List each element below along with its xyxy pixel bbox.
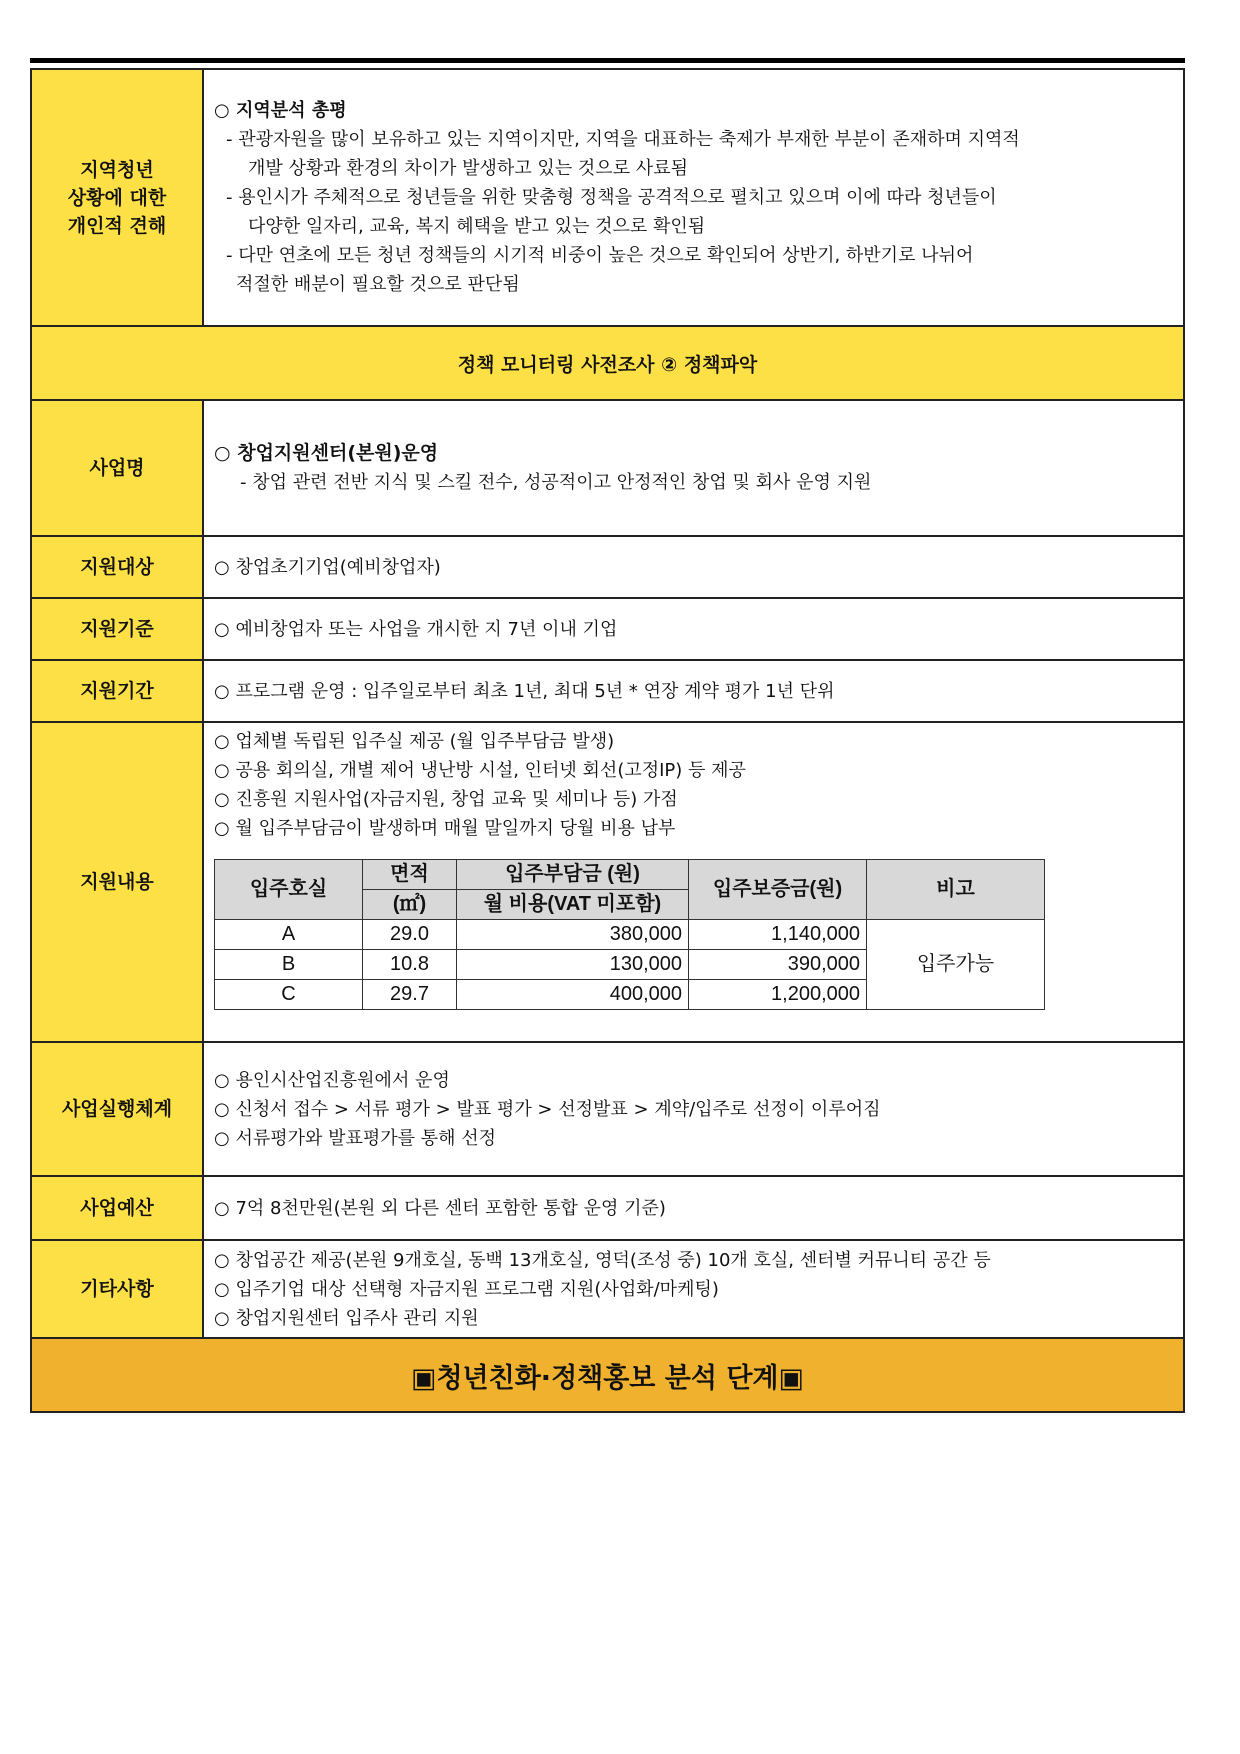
other-label: 기타사항 xyxy=(31,1240,203,1338)
budget-row: 사업예산 ○ 7억 8천만원(본원 외 다른 센터 포함한 통합 운영 기준) xyxy=(31,1176,1184,1240)
period-label: 지원기간 xyxy=(31,660,203,722)
content-body: ○ 업체별 독립된 입주실 제공 (월 입주부담금 발생) ○ 공용 회의실, 개별 제어 냉난방 시설, 인터넷 회선(고정IP) 등 제공 ○ 진흥원 지원사업(자금지원, 창업 교육 및 세미나 등) 가점 ○ 월 입주부담금이 발생하며 매월 말일까지 당월 비용 납부 입주호실 면적 입주부담금 (원) 입주보증금(원) 비고 (㎡) 월 비용(VAT 미포함) A 29.0 380,000 1,140,000 입주가능 B 10.8 130,000 390,000 C 29.7 400,000 1,200,000 xyxy=(203,722,1184,1042)
system-item: 서류평가와 발표평가를 통해 선정 xyxy=(235,1127,497,1149)
system-item: 신청서 접수 > 서류 평가 > 발표 평가 > 선정발표 > 계약/입주로 선정이 이루어짐 xyxy=(235,1098,881,1120)
cell-note: 입주가능 xyxy=(867,920,1045,1010)
target-text: 창업초기기업(예비창업자) xyxy=(235,556,441,578)
cell-deposit: 1,140,000 xyxy=(689,920,867,950)
project-name-label: 사업명 xyxy=(31,400,203,536)
top-rule xyxy=(30,58,1185,63)
regional-line: - 다만 연초에 모든 청년 정책들의 시기적 비중이 높은 것으로 확인되어 상반기, 하반기로 나뉘어 xyxy=(226,245,974,266)
content-item: 월 입주부담금이 발생하며 매월 말일까지 당월 비용 납부 xyxy=(235,818,676,839)
other-item: 창업지원센터 입주사 관리 지원 xyxy=(235,1307,479,1329)
policy-analysis-table xyxy=(30,68,1185,1413)
header-fee-sub: 월 비용(VAT 미포함) xyxy=(457,890,689,920)
fee-table xyxy=(214,859,1045,1010)
other-row: 기타사항 ○ 창업공간 제공(본원 9개호실, 동백 13개호실, 영덕(조성 중) 10개 호실, 센터별 커뮤니티 공간 등 ○ 입주기업 대상 선택형 자금지원 프로그램 지원(사업화/마케팅) ○ 창업지원센터 입주사 관리 지원 xyxy=(31,1240,1184,1338)
project-name-row xyxy=(31,400,1184,536)
system-row: 사업실행체계 ○ 용인시산업진흥원에서 운영 ○ 신청서 접수 > 서류 평가 > 발표 평가 > 선정발표 > 계약/입주로 선정이 이루어짐 ○ 서류평가와 발표평가를 통해 선정 xyxy=(31,1042,1184,1176)
content-item: 업체별 독립된 입주실 제공 (월 입주부담금 발생) xyxy=(235,731,615,752)
criteria-text: 예비창업자 또는 사업을 개시한 지 7년 이내 기업 xyxy=(235,618,618,640)
header-note: 비고 xyxy=(867,860,1045,920)
regional-line: 적절한 배분이 필요할 것으로 판단됨 xyxy=(236,274,520,295)
regional-line: - 용인시가 주체적으로 청년들을 위한 맞춤형 정책을 공격적으로 펼치고 있으며 이에 따라 청년들이 xyxy=(226,187,997,208)
cell-room: C xyxy=(215,980,363,1010)
regional-opinion-row xyxy=(31,69,1184,326)
cell-area: 29.0 xyxy=(363,920,457,950)
budget-text: 7억 8천만원(본원 외 다른 센터 포함한 통합 운영 기준) xyxy=(235,1197,666,1219)
budget-label: 사업예산 xyxy=(31,1176,203,1240)
content-item: 공용 회의실, 개별 제어 냉난방 시설, 인터넷 회선(고정IP) 등 제공 xyxy=(235,760,746,781)
regional-line: 개발 상황과 환경의 차이가 발생하고 있는 것으로 사료됨 xyxy=(248,158,688,179)
cell-area: 29.7 xyxy=(363,980,457,1010)
cell-deposit: 390,000 xyxy=(689,950,867,980)
header-area-unit: (㎡) xyxy=(363,890,457,920)
header-fee: 입주부담금 (원) xyxy=(457,860,689,890)
project-desc: - 창업 관련 전반 지식 및 스킬 전수, 성공적이고 안정적인 창업 및 회사 운영 지원 xyxy=(240,472,872,493)
regional-opinion-content: ○ 지역분석 총평 - 관광자원을 많이 보유하고 있는 지역이지만, 지역을 대표하는 축제가 부재한 부분이 존재하며 지역적 개발 상황과 환경의 차이가 발생하고 있는 것으로 사료됨 - 용인시가 주체적으로 청년들을 위한 맞춤형 정책을 공격적으로 펼치고 있으며 이에 따라 청년들이 다양한 일자리, 교육, 복지 혜택을 받고 있는 것으로 확인됨 - 다만 연초에 모든 청년 정책들의 시기적 비중이 높은 것으로 확인되어 상반기, 하반기로 나뉘어 적절한 배분이 필요할 것으로 판단됨 xyxy=(203,69,1184,326)
system-label: 사업실행체계 xyxy=(31,1042,203,1176)
content-row xyxy=(31,722,1184,1042)
section-row xyxy=(31,326,1184,400)
target-row: 지원대상 ○ 창업초기기업(예비창업자) xyxy=(31,536,1184,598)
other-item: 입주기업 대상 선택형 자금지원 프로그램 지원(사업화/마케팅) xyxy=(235,1278,719,1300)
period-text: 프로그램 운영 : 입주일로부터 최초 1년, 최대 5년 * 연장 계약 평가 1년 단위 xyxy=(235,680,835,702)
cell-deposit: 1,200,000 xyxy=(689,980,867,1010)
final-row xyxy=(31,1338,1184,1412)
regional-line: 다양한 일자리, 교육, 복지 혜택을 받고 있는 것으로 확인됨 xyxy=(248,216,706,237)
section-title: 정책 모니터링 사전조사 ② 정책파악 xyxy=(31,326,1184,400)
cell-fee: 400,000 xyxy=(457,980,689,1010)
cell-area: 10.8 xyxy=(363,950,457,980)
header-area: 면적 xyxy=(363,860,457,890)
cell-fee: 130,000 xyxy=(457,950,689,980)
cell-fee: 380,000 xyxy=(457,920,689,950)
table-row xyxy=(215,920,1045,950)
regional-heading: 지역분석 총평 xyxy=(236,100,347,121)
project-title: 창업지원센터(본원)운영 xyxy=(237,442,439,464)
header-deposit: 입주보증금(원) xyxy=(689,860,867,920)
system-item: 용인시산업진흥원에서 운영 xyxy=(235,1069,450,1091)
content-label: 지원내용 xyxy=(31,722,203,1042)
cell-room: A xyxy=(215,920,363,950)
content-item: 진흥원 지원사업(자금지원, 창업 교육 및 세미나 등) 가점 xyxy=(235,789,678,810)
regional-line: - 관광자원을 많이 보유하고 있는 지역이지만, 지역을 대표하는 축제가 부재한 부분이 존재하며 지역적 xyxy=(226,129,1020,150)
criteria-label: 지원기준 xyxy=(31,598,203,660)
project-name-content: ○ 창업지원센터(본원)운영 - 창업 관련 전반 지식 및 스킬 전수, 성공적이고 안정적인 창업 및 회사 운영 지원 xyxy=(203,400,1184,536)
cell-room: B xyxy=(215,950,363,980)
regional-opinion-label: 지역청년 상황에 대한 개인적 견해 xyxy=(31,69,203,326)
header-room: 입주호실 xyxy=(215,860,363,920)
final-section-title: ▣청년친화·정책홍보 분석 단계▣ xyxy=(31,1338,1184,1412)
other-item: 창업공간 제공(본원 9개호실, 동백 13개호실, 영덕(조성 중) 10개 호실, 센터별 커뮤니티 공간 등 xyxy=(235,1249,991,1271)
period-row: 지원기간 ○ 프로그램 운영 : 입주일로부터 최초 1년, 최대 5년 * 연장 계약 평가 1년 단위 xyxy=(31,660,1184,722)
target-label: 지원대상 xyxy=(31,536,203,598)
criteria-row: 지원기준 ○ 예비창업자 또는 사업을 개시한 지 7년 이내 기업 xyxy=(31,598,1184,660)
